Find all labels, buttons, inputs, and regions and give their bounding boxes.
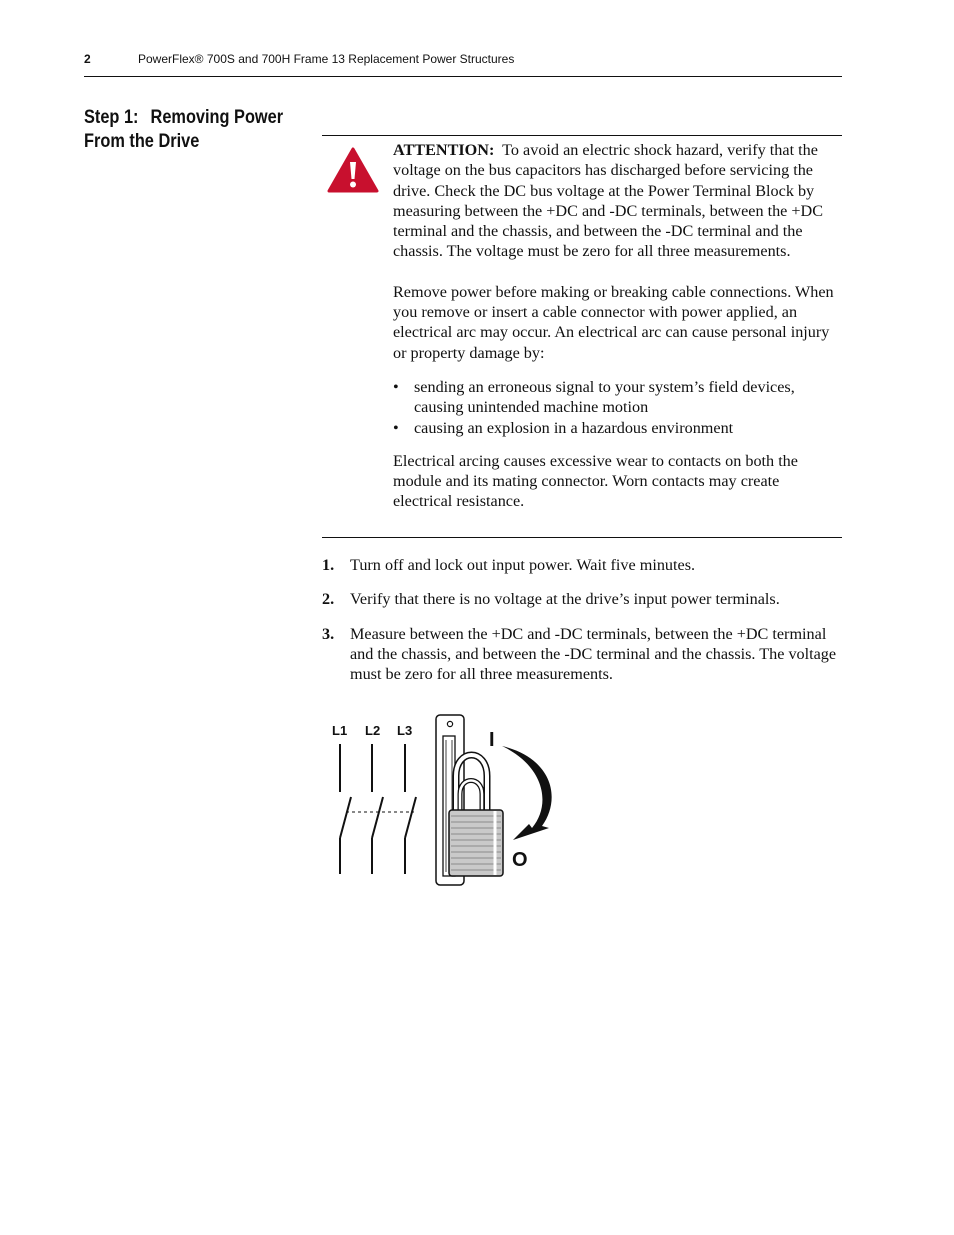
warning-triangle-icon: [327, 146, 379, 194]
page-number: 2: [84, 52, 91, 66]
attention-top-rule: [322, 135, 842, 136]
step-label: Step 1:: [84, 107, 139, 128]
line-label-l1: L1: [332, 723, 348, 738]
on-position-label: I: [489, 729, 495, 751]
attention-paragraph-3: Electrical arcing causes excessive wear to contacts on both the module and its mating connector. Worn contacts may create electrical resistance.: [393, 451, 798, 511]
attention-body: [393, 140, 842, 512]
section-heading: [84, 106, 282, 154]
line-label-l3: L3: [397, 723, 413, 738]
document-title: PowerFlex® 700S and 700H Frame 13 Replacement Power Structures: [138, 52, 515, 66]
three-pole-disconnect-schematic: [340, 744, 416, 874]
padlock-icon: [449, 755, 503, 876]
procedure-steps: [322, 555, 842, 698]
step-text: Verify that there is no voltage at the drive’s input power terminals.: [350, 590, 780, 609]
header-rule: [84, 76, 842, 77]
lockout-switch-diagram: [322, 706, 562, 896]
procedure-step: [322, 555, 842, 575]
procedure-step: [322, 589, 842, 609]
attention-text-1: To avoid an electric shock hazard, verify that the voltage on the bus capacitors has discharged before servicing the drive. Check the DC bus voltage at the Power Terminal Block by measuring between the +DC and -DC terminals, between the +DC terminal and the chassis, and between the -DC terminal and the chassis. The voltage must be zero for all three measurements.: [393, 141, 824, 261]
off-position-label: O: [512, 849, 528, 871]
step-number: 2.: [322, 590, 335, 609]
attention-lead: ATTENTION:: [393, 141, 495, 159]
list-item: [393, 377, 842, 418]
bullet-icon: •: [393, 377, 399, 396]
bullet-icon: •: [393, 418, 399, 437]
hazard-list: [393, 377, 842, 438]
attention-paragraph-2: Remove power before making or breaking cable connections. When you remove or insert a cable connector with power applied, an electrical arc may occur. An electrical arc can cause personal injury or property damage by:: [393, 282, 834, 362]
heading-line-1: Removing Power: [150, 107, 284, 128]
heading-line-2: From the Drive: [84, 131, 200, 152]
rotation-arrow-icon: [502, 746, 552, 840]
step-number: 3.: [322, 624, 335, 643]
line-label-l2: L2: [365, 723, 381, 738]
list-item: [393, 418, 842, 438]
list-item-text: sending an erroneous signal to your system’s field devices, causing unintended machine motion: [414, 377, 795, 417]
list-item-text: causing an explosion in a hazardous environment: [414, 418, 734, 437]
attention-bottom-rule: [322, 537, 842, 538]
step-text: Turn off and lock out input power. Wait five minutes.: [350, 556, 696, 574]
step-number: 1.: [322, 556, 335, 574]
step-text: Measure between the +DC and -DC terminals, between the +DC terminal and the chassis, and between the -DC terminal and the chassis. The voltage must be zero for all three measurements.: [350, 624, 837, 684]
procedure-step: [322, 624, 842, 685]
attention-paragraph-1: [393, 140, 842, 262]
